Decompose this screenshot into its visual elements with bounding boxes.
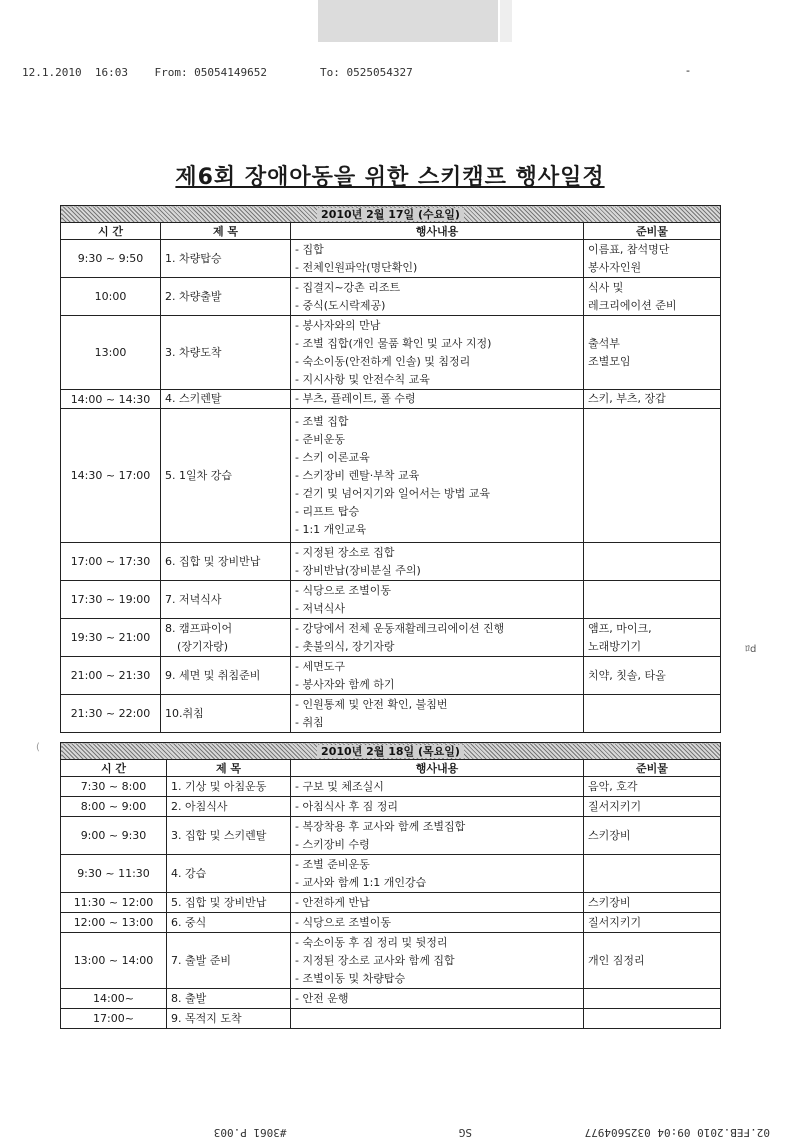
content-item: - 식당으로 조별이동 [295,583,391,597]
scan-artifact-edge [500,0,512,42]
column-header-content: 행사내용 [291,760,584,777]
content-item: - 집결지~강촌 리조트 [295,280,401,294]
content-item: - 세면도구 [295,659,345,673]
content-item: - 집합 [295,242,324,256]
row-content [291,657,584,695]
row-subject-line: 8. 출발 [171,991,207,1005]
row-subject-line: 7. 출발 준비 [171,953,231,967]
row-subject-line: 8. 캠프파이어 [165,621,233,635]
row-time: 7:30 ~ 8:00 [61,777,167,797]
content-item: - 조별 집합(개인 물품 확인 및 교사 지정) [295,336,492,350]
schedule-row [61,409,721,543]
content-item: - 촛불의식, 장기자랑 [295,639,395,653]
day-date: 2010년 2월 18일 (목요일) [317,745,464,758]
row-content [291,543,584,581]
row-time: 13:00 ~ 14:00 [61,933,167,989]
row-prep [584,240,721,278]
row-content [291,989,584,1009]
row-content [291,777,584,797]
row-subject [161,581,291,619]
content-item: - 복장착용 후 교사와 함께 조별집합 [295,819,466,833]
content-item: - 구보 및 체조실시 [295,779,384,793]
row-subject-line: 6. 중식 [171,915,207,929]
row-subject-line: 5. 1일차 강습 [165,468,232,482]
content-item: - 준비운동 [295,432,345,446]
row-subject [161,316,291,390]
content-item: - 숙소이동(안전하게 인솔) 및 침정리 [295,354,471,368]
prep-item: 스키장비 [588,895,631,909]
row-prep [584,777,721,797]
schedule-row [61,989,721,1009]
content-item: - 조별이동 및 차량탑승 [295,971,406,985]
row-subject-line: 10.취침 [165,706,204,720]
schedule-row [61,913,721,933]
row-prep [584,855,721,893]
row-content [291,619,584,657]
content-item: - 취침 [295,715,324,729]
fax-footer: 02.FEB.2010 09:04 0325604977 SG #3061 P.003 [213,1126,770,1139]
content-item: - 인원통제 및 안전 확인, 불침번 [295,697,448,711]
column-header-row [61,223,721,240]
row-time: 14:00~ [61,989,167,1009]
row-subject-line: 3. 차량도착 [165,345,222,359]
row-time: 21:30 ~ 22:00 [61,695,161,733]
row-content [291,409,584,543]
schedule-row [61,855,721,893]
content-item: - 봉사자와 함께 하기 [295,677,395,691]
prep-item: 스키장비 [588,828,631,842]
row-subject-line: 9. 목적지 도착 [171,1011,242,1025]
prep-item: 조별모임 [588,354,631,368]
row-subject [167,913,291,933]
row-subject-line: 5. 집합 및 장비반납 [171,895,267,909]
row-time: 9:30 ~ 9:50 [61,240,161,278]
prep-item: 식사 및 [588,280,624,294]
schedule-row [61,1009,721,1029]
schedule-row [61,316,721,390]
row-prep [584,933,721,989]
row-subject-line: 6. 집합 및 장비반납 [165,554,261,568]
schedule-row [61,278,721,316]
content-item: - 걷기 및 넘어지기와 일어서는 방법 교육 [295,486,490,500]
row-prep [584,543,721,581]
row-time: 14:00 ~ 14:30 [61,390,161,409]
prep-item: 스키, 부츠, 장갑 [588,392,666,405]
content-item: - 스키장비 수령 [295,837,370,851]
prep-item: 앰프, 마이크, [588,621,652,635]
row-content [291,390,584,409]
row-subject-line: (장기자랑) [177,639,229,653]
schedule-table-day2 [60,742,721,1029]
row-content [291,817,584,855]
row-time: 14:30 ~ 17:00 [61,409,161,543]
margin-mark: ﾛd [745,644,757,655]
prep-item: 질서지키기 [588,799,642,813]
content-item: - 봉사자와의 만남 [295,318,381,332]
row-prep [584,619,721,657]
content-item: - 지시사항 및 안전수칙 교육 [295,372,430,386]
page-title: 제6회 장애아동을 위한 스키캠프 행사일정 [175,165,605,190]
schedule-row [61,657,721,695]
content-item: - 스키장비 렌탈·부착 교육 [295,468,420,482]
content-item: - 1:1 개인교육 [295,522,367,536]
row-subject [161,543,291,581]
row-time: 19:30 ~ 21:00 [61,619,161,657]
day-header-cell [61,206,721,223]
row-prep [584,657,721,695]
content-item: - 스키 이론교육 [295,450,370,464]
row-subject-line: 3. 집합 및 스키렌탈 [171,828,267,842]
content-item: - 지정된 장소로 집합 [295,545,395,559]
content-item: - 리프트 탑승 [295,504,360,518]
row-time: 13:00 [61,316,161,390]
column-header-time: 시 간 [61,760,167,777]
row-subject [161,409,291,543]
prep-item: 개인 짐정리 [588,953,645,967]
row-prep [584,817,721,855]
row-subject [161,695,291,733]
schedule-row [61,695,721,733]
prep-item: 노래방기기 [588,639,642,653]
row-content [291,913,584,933]
day-header-cell [61,743,721,760]
column-header-subject: 제 목 [161,223,291,240]
row-prep [584,278,721,316]
content-item: - 안전 운행 [295,991,349,1005]
content-item: - 저녁식사 [295,601,345,615]
content-item: - 부츠, 플레이트, 폴 수령 [295,392,416,405]
prep-item: 출석부 [588,336,620,350]
content-item: - 교사와 함께 1:1 개인강습 [295,875,427,889]
row-subject-line: 7. 저녁식사 [165,592,222,606]
row-prep [584,316,721,390]
row-subject-line: 1. 차량탑승 [165,251,222,265]
row-time: 21:00 ~ 21:30 [61,657,161,695]
column-header-prep: 준비물 [584,760,721,777]
row-prep [584,695,721,733]
row-subject [161,657,291,695]
row-subject [167,1009,291,1029]
row-time: 17:00 ~ 17:30 [61,543,161,581]
row-time: 9:00 ~ 9:30 [61,817,167,855]
row-time: 17:30 ~ 19:00 [61,581,161,619]
row-subject [167,933,291,989]
row-prep [584,409,721,543]
row-content [291,695,584,733]
row-subject-line: 9. 세면 및 취침준비 [165,668,261,682]
schedule-row [61,933,721,989]
schedule-row [61,817,721,855]
content-item: - 조별 집합 [295,414,349,428]
content-item: - 숙소이동 후 짐 정리 및 뒷정리 [295,935,448,949]
row-content [291,1009,584,1029]
fax-header: 12.1.2010 16:03 From: 05054149652 To: 0525054327 [22,66,413,79]
row-prep [584,893,721,913]
schedule-row [61,543,721,581]
content-item: - 지정된 장소로 교사와 함께 집합 [295,953,455,967]
row-time: 17:00~ [61,1009,167,1029]
row-prep [584,913,721,933]
content-item: - 안전하게 반납 [295,895,370,909]
prep-item: 봉사자인원 [588,260,642,274]
day-header-row [61,206,721,223]
scan-artifact [318,0,498,42]
content-item: - 중식(도시락제공) [295,298,386,312]
row-content [291,316,584,390]
row-subject-line: 4. 스키렌탈 [165,392,222,405]
row-time: 12:00 ~ 13:00 [61,913,167,933]
row-subject-line: 2. 차량출발 [165,289,222,303]
row-subject [167,989,291,1009]
column-header-content: 행사내용 [291,223,584,240]
row-subject [161,240,291,278]
row-subject-line: 1. 기상 및 아침운동 [171,779,267,793]
schedule-row [61,777,721,797]
column-header-prep: 준비물 [584,223,721,240]
row-subject [167,855,291,893]
row-time: 8:00 ~ 9:00 [61,797,167,817]
content-item: - 강당에서 전체 운동재활레크리에이션 진행 [295,621,505,635]
row-content [291,797,584,817]
row-subject-line: 2. 아침식사 [171,799,228,813]
row-time: 10:00 [61,278,161,316]
row-prep [584,797,721,817]
row-subject [161,619,291,657]
content-item: - 아침식사 후 짐 정리 [295,799,398,813]
row-prep [584,581,721,619]
row-prep [584,1009,721,1029]
schedule-row [61,893,721,913]
prep-item: 음악, 호각 [588,779,638,793]
row-time: 9:30 ~ 11:30 [61,855,167,893]
margin-mark-left: ( [36,742,40,753]
column-header-time: 시 간 [61,223,161,240]
column-header-row [61,760,721,777]
content-item: - 식당으로 조별이동 [295,915,391,929]
prep-item: 질서지키기 [588,915,642,929]
row-subject [167,817,291,855]
content-item: - 전체인원파악(명단확인) [295,260,418,274]
row-subject [161,390,291,409]
content-item: - 조별 준비운동 [295,857,370,871]
row-prep [584,390,721,409]
prep-item: 치약, 칫솔, 타올 [588,668,666,682]
row-content [291,278,584,316]
schedule-row [61,797,721,817]
schedule-row [61,619,721,657]
row-content [291,581,584,619]
row-subject [167,893,291,913]
day-header-row [61,743,721,760]
content-item: - 장비반납(장비분실 주의) [295,563,421,577]
row-subject [167,777,291,797]
row-subject [167,797,291,817]
schedule-row [61,240,721,278]
row-content [291,855,584,893]
row-content [291,240,584,278]
fax-dash: - [686,64,690,77]
day-date: 2010년 2월 17일 (수요일) [317,208,464,221]
schedule-row [61,581,721,619]
row-subject-line: 4. 강습 [171,866,207,880]
row-content [291,893,584,913]
schedule-row [61,390,721,409]
row-time: 11:30 ~ 12:00 [61,893,167,913]
row-prep [584,989,721,1009]
column-header-subject: 제 목 [167,760,291,777]
schedule-table-day1 [60,205,721,733]
row-subject [161,278,291,316]
row-content [291,933,584,989]
prep-item: 이름표, 참석명단 [588,242,670,256]
prep-item: 레크리에이션 준비 [588,298,677,312]
